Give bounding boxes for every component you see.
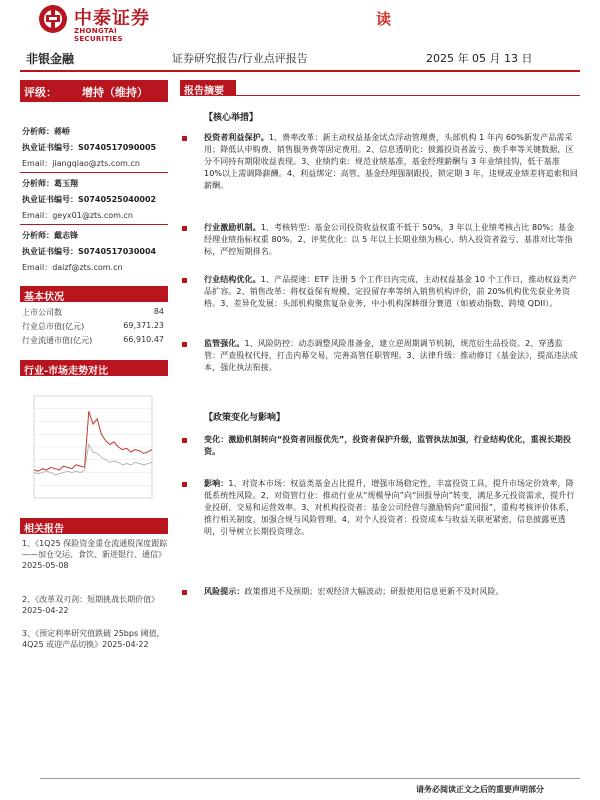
- bullet-icon: [182, 136, 187, 141]
- point-body: 1、风险防控：动态调整风险准备金，建立逆周期调节机制，规范衍生品投资。2、穿透监管：严查股权代持，打击内幕交易，完善高管任职管理。3、法律升级：推动修订《基金法》，提高违法成本，强化执法衔接。: [204, 339, 578, 372]
- related-report-item[interactable]: 1、《1Q25 保险资金重仓流通股深度跟踪——加仓交运、食饮、新进银行、通信》2025-05-08: [22, 539, 168, 570]
- stat-label: 行业流通市值(亿元): [22, 336, 93, 345]
- change-body: 激励机制转向“投资者回报优先”，投资者保护升级，监管执法加强，行业结构优化，重视长期投资。: [204, 435, 572, 456]
- point-head: 监管强化。: [204, 339, 245, 348]
- page-header: [0, 0, 600, 72]
- bullet-icon: [182, 482, 187, 487]
- policy-change-title: 【政策变化与影响】: [204, 413, 286, 423]
- point-paragraph: [204, 222, 578, 258]
- related-reports-title: 相关报告: [20, 518, 168, 534]
- analyst-email[interactable]: Email：geyx01@zts.com.cn: [22, 211, 133, 220]
- analyst-divider: [20, 172, 168, 173]
- footer-divider: [40, 778, 580, 779]
- analyst-cert: 执业证书编号：S0740525040002: [22, 195, 157, 204]
- zhongtai-logo-icon: [38, 4, 68, 34]
- point-paragraph: [204, 132, 578, 192]
- change-head: 变化：: [204, 435, 229, 444]
- core-measures-title: 【核心举措】: [204, 113, 259, 123]
- bullet-icon: [182, 438, 187, 443]
- rating-label: 评级：: [24, 86, 57, 99]
- stat-value: 84: [153, 307, 164, 316]
- analyst-name: 分析师：蒋峤: [22, 127, 70, 136]
- header-divider: [20, 70, 580, 72]
- risk-paragraph: [204, 586, 578, 598]
- analyst-name: 分析师：戴志锋: [22, 231, 78, 240]
- impact-head: 影响：: [204, 479, 229, 488]
- related-report-item[interactable]: 2、《改革双刃剑：短期挑战长期价值》2025-04-22: [22, 595, 160, 615]
- impact-paragraph: [204, 478, 578, 538]
- risk-head: 风险提示：: [204, 587, 245, 596]
- analyst-divider: [20, 224, 168, 225]
- chart-series-line: [34, 411, 152, 471]
- rating-bar: [20, 80, 168, 102]
- stat-value: 69,371.23: [123, 321, 164, 330]
- point-head: 行业结构优化。: [204, 275, 261, 284]
- stat-row: [20, 334, 168, 348]
- risk-body: 政策推进不及预期；宏观经济大幅波动；研报使用信息更新不及时风险。: [244, 587, 504, 596]
- point-body: 1、产品提速：ETF 注册 5 个工作日内完成，主动权益基金 10 个工作日，推动权益类产品扩容。2、销售改革：将权益保有规模、定投留存率等纳入销售机构评价，前 20%机构优先获业务资格。3、差异化发展：头部机构聚焦复杂业务，中小机构深耕细分赛道（如被动指数、跨境 QDII）。: [204, 275, 577, 308]
- summary-divider: [236, 95, 580, 96]
- bullet-icon: [182, 342, 187, 347]
- point-body: 1、费率改革：新主动权益基金试点浮动管理费，头部机构 1 年内 60%新发产品需采用；降低认申购费、销售服务费等固定费用。2、信息透明化：披露投资者盈亏、换手率等关键数据，区分不同持有期限收益表现。3、业绩约束：规范业绩基准，基金经理薪酬与 3 年业绩挂钩，低于基准 10%以上需调降薪酬。4、利益绑定：高管、基金经理强制跟投，锁定期 3 年，违规或业绩差将追索和回薪酬。: [204, 133, 578, 190]
- analyst-cert: 执业证书编号：S0740517030004: [22, 247, 157, 256]
- analyst-email[interactable]: Email：jiangqiao@zts.com.cn: [22, 159, 140, 168]
- stat-value: 66,910.47: [123, 335, 164, 344]
- logo-text-en: ZHONGTAI SECURITIES: [74, 27, 123, 43]
- point-body: 1、考核转型：基金公司投资收益权重不低于 50%，3 年以上业绩考核占比 80%；基金经理业绩指标权重 80%。2、评奖优化：以 5 年以上长期业绩为核心，纳入投资者盈亏、基准对比等指标，严控短期排名。: [204, 223, 575, 256]
- impact-body: 1、对资本市场：权益类基金占比提升，增强市场稳定性，丰富投资工具，提升市场定价效率，降低系统性风险。2、对资管行业：推动行业从“规模导向”向“回报导向”转变，满足多元投资需求，提升行业投研、交易和运营效率。3、对机构投资者：基金公司经营与激励转向“重回报”，重构考核评价体系，推行相关制度，加强合规与风险管理。4、对个人投资者：投资成本与收益关联更紧密，信息披露更透明，引导树立长期投资理念。: [204, 479, 575, 536]
- logo-text-cn: 中泰证券: [74, 8, 150, 29]
- bullet-icon: [182, 590, 187, 595]
- zhongtai-logo: [38, 4, 168, 43]
- market-trend-chart: [20, 386, 168, 510]
- stat-label: 上市公司数: [22, 308, 62, 317]
- bullet-icon: [182, 226, 187, 231]
- summary-tag: 报告摘要: [180, 80, 236, 96]
- analyst-name: 分析师：葛玉翔: [22, 179, 78, 188]
- point-head: 行业激励机制。: [204, 223, 261, 232]
- read-mark: 读: [376, 10, 392, 28]
- report-type: 证券研究报告/行业点评报告: [172, 52, 308, 65]
- point-paragraph: [204, 274, 578, 310]
- sector-label: 非银金融: [26, 52, 75, 66]
- analyst-cert: 执业证书编号：S0740517090005: [22, 143, 157, 152]
- point-paragraph: [204, 338, 578, 374]
- stat-row: [20, 320, 168, 334]
- rating-value: 增持（维持）: [82, 86, 148, 99]
- report-date: 2025 年 05 月 13 日: [426, 52, 533, 65]
- related-report-item[interactable]: 3、《预定利率研究值跌破 25bps 阈值，4Q25 或迎产品切换》2025-04-22: [22, 629, 165, 649]
- analyst-email[interactable]: Email：daizf@zts.com.cn: [22, 263, 123, 272]
- stat-label: 行业总市值(亿元): [22, 322, 85, 331]
- change-paragraph: [204, 434, 578, 458]
- footer-disclaimer: 请务必阅读正文之后的重要声明部分: [416, 785, 544, 794]
- bullet-icon: [182, 278, 187, 283]
- trend-title: 行业-市场走势对比: [20, 360, 168, 376]
- stat-row: [20, 306, 168, 320]
- point-head: 投资者利益保护。: [204, 133, 269, 142]
- basic-info-title: 基本状况: [20, 286, 168, 302]
